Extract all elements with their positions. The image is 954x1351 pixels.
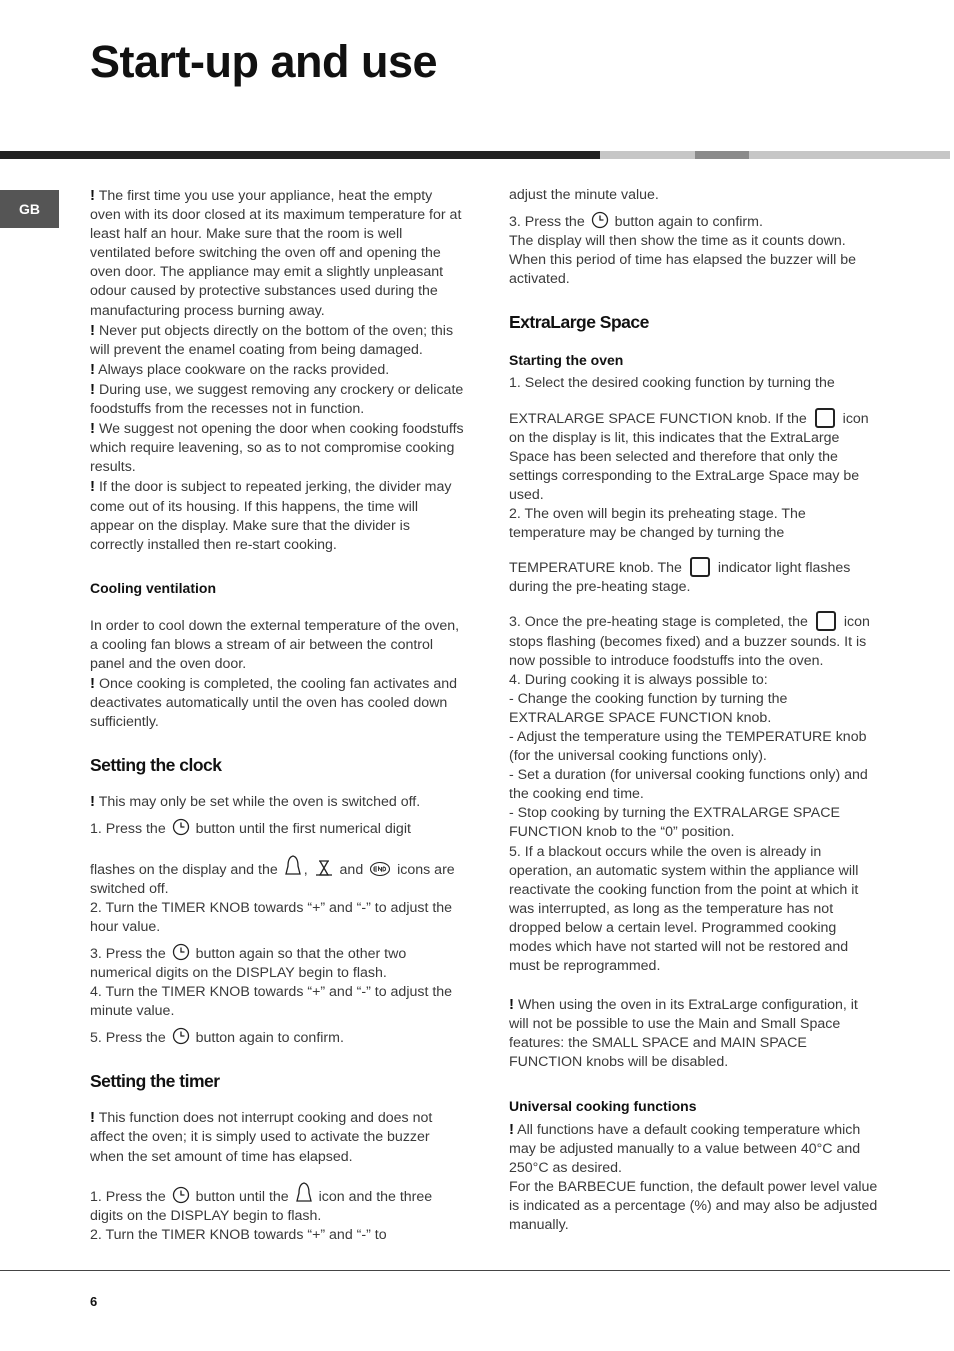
xl-step-1b: EXTRALARGE SPACE FUNCTION knob. If the icon on the display is lit, this indicates that the ExtraLarge Space has been selected and therefore that only the settings corresponding to the ExtraLarge Space may be used.: [509, 408, 881, 505]
clock-step-3: 3. Press the button again so that the other two numerical digits on the DISPLAY begin to flash.: [90, 943, 466, 983]
xl-step-3: 3. Once the pre-heating stage is completed, the icon stops flashing (becomes fixed) and a buzzer sounds. It is now possible to introduce foodstuffs into the oven.: [509, 611, 881, 670]
header-rule-mid: [695, 151, 749, 159]
timer-step-2: 2. Turn the TIMER KNOB towards “+” and “-” to: [90, 1226, 387, 1243]
square-indicator-icon: [816, 611, 836, 631]
square-indicator-icon: [815, 408, 835, 428]
xl-step-2a: 2. The oven will begin its preheating stage. The temperature may be changed by turning the: [509, 506, 806, 542]
left-column: [90, 186, 466, 1245]
clock-step-1-cont: flashes on the display and the , and icons are switched off.: [90, 854, 466, 899]
warning-door: ! We suggest not opening the door when cooking foodstuffs which require leavening, so as to not compromise cooking results.: [90, 420, 464, 476]
bell-icon: [295, 1181, 313, 1205]
cooling-text: In order to cool down the external temperature of the oven, a cooling fan blows a stream of air between the control panel and the oven door.: [90, 617, 460, 672]
clock-icon: [172, 1027, 190, 1045]
clock-warning: ! This may only be set while the oven is switched off.: [90, 793, 421, 811]
right-column: [509, 186, 881, 1235]
clock-icon: [172, 943, 190, 961]
timer-cont-1: adjust the minute value.: [509, 187, 659, 203]
timer-step-3: 3. Press the button again to confirm.: [509, 211, 881, 232]
header-rule-dark: [0, 151, 600, 159]
timer-heading: Setting the timer: [90, 1071, 220, 1092]
xl-step-1a: 1. Select the desired cooking function by turning the: [509, 375, 835, 392]
warning-first-use: ! The first time you use your appliance, heat the empty oven with its door closed at its maximum temperature for at least half an hour. Make sure that the room is well ventilated before switching the oven off and opening the oven door. The appliance may emit a slightly unpleasant odour caused by protective substances used during the manufacturing process burning away.: [90, 187, 462, 319]
xl-step-2b: TEMPERATURE knob. The indicator light flashes during the pre-heating stage.: [509, 557, 881, 597]
universal-heading: Universal cooking functions: [509, 1097, 697, 1114]
hourglass-icon: [314, 859, 334, 877]
header-rule-light-end: [749, 151, 950, 159]
warning-racks: ! Always place cookware on the racks provided.: [90, 360, 390, 378]
clock-icon: [172, 818, 190, 836]
clock-step-5: 5. Press the button again to confirm.: [90, 1027, 466, 1048]
bell-icon: [284, 854, 302, 878]
warning-bottom: ! Never put objects directly on the bottom of the oven; this will prevent the enamel coating from being damaged.: [90, 321, 454, 358]
warning-divider: ! If the door is subject to repeated jerking, the divider may come out of its housing. If this happens, the time will appear on the display. Make sure that the divider is correctly installed then re-start cooking.: [90, 478, 452, 553]
language-tab: GB: [0, 190, 59, 228]
timer-warning: ! This function does not interrupt cooking and does not affect the oven; it is simply used to activate the buzzer when the set amount of time has elapsed.: [90, 1109, 433, 1165]
clock-step-2: 2. Turn the TIMER KNOB towards “+” and “-” to adjust the hour value.: [90, 899, 453, 935]
xl-step-5: 5. If a blackout occurs while the oven is already in operation, an automatic system within the appliance will reactivate the cooking function from the point at which it was interrupted, as long as the temperature has not dropped below a certain level. Programmed cooking modes which have not started will not be restored and must be reprogrammed.: [509, 843, 859, 975]
clock-icon: [172, 1186, 190, 1204]
cooling-warning: ! Once cooking is completed, the cooling fan activates and deactivates automatically until the oven has cooled down sufficiently.: [90, 675, 458, 731]
timer-step-1: 1. Press the button until the icon and the three digits on the DISPLAY begin to flash.: [90, 1181, 466, 1226]
warning-crockery: ! During use, we suggest removing any crockery or delicate foodstuffs from the recesses not in function.: [90, 380, 464, 418]
xl-step-4-stop: - Stop cooking by turning the EXTRALARGE SPACE FUNCTION knob to the “0” position.: [509, 805, 840, 841]
clock-heading: Setting the clock: [90, 755, 222, 776]
starting-oven-heading: Starting the oven: [509, 352, 624, 369]
cooling-heading: Cooling ventilation: [90, 579, 216, 596]
footer-rule: [0, 1270, 950, 1271]
xl-step-4-change: - Change the cooking function by turning the EXTRALARGE SPACE FUNCTION knob.: [509, 690, 788, 726]
xl-warning: ! When using the oven in its ExtraLarge configuration, it will not be possible to use the Main and Small Space features: the SMALL SPACE and MAIN SPACE FUNCTION knobs will be disabled.: [509, 996, 858, 1071]
end-icon: [369, 859, 391, 877]
extralarge-heading: ExtraLarge Space: [509, 312, 649, 333]
xl-step-4-duration: - Set a duration (for universal cooking functions only) and the cooking end time.: [509, 767, 868, 803]
page-title: Start-up and use: [90, 36, 438, 87]
universal-warning: ! All functions have a default cooking temperature which may be adjusted manually to a value between 40°C and 250°C as desired.: [509, 1120, 861, 1176]
xl-step-4: 4. During cooking it is always possible to:: [509, 671, 768, 688]
clock-step-4: 4. Turn the TIMER KNOB towards “+” and “-” to adjust the minute value.: [90, 984, 453, 1020]
timer-countdown-text: The display will then show the time as it counts down. When this period of time has elapsed the buzzer will be activated.: [509, 233, 856, 288]
clock-step-1: 1. Press the button until the first numerical digit: [90, 818, 466, 839]
xl-step-4-adjust: - Adjust the temperature using the TEMPERATURE knob (for the universal cooking functions only).: [509, 728, 867, 765]
header-rule-light: [600, 151, 695, 159]
clock-icon: [591, 211, 609, 229]
page-number: 6: [90, 1294, 98, 1309]
square-indicator-icon: [690, 557, 710, 577]
universal-text: For the BARBECUE function, the default power level value is indicated as a percentage (%) and may also be adjusted manually.: [509, 1178, 878, 1234]
